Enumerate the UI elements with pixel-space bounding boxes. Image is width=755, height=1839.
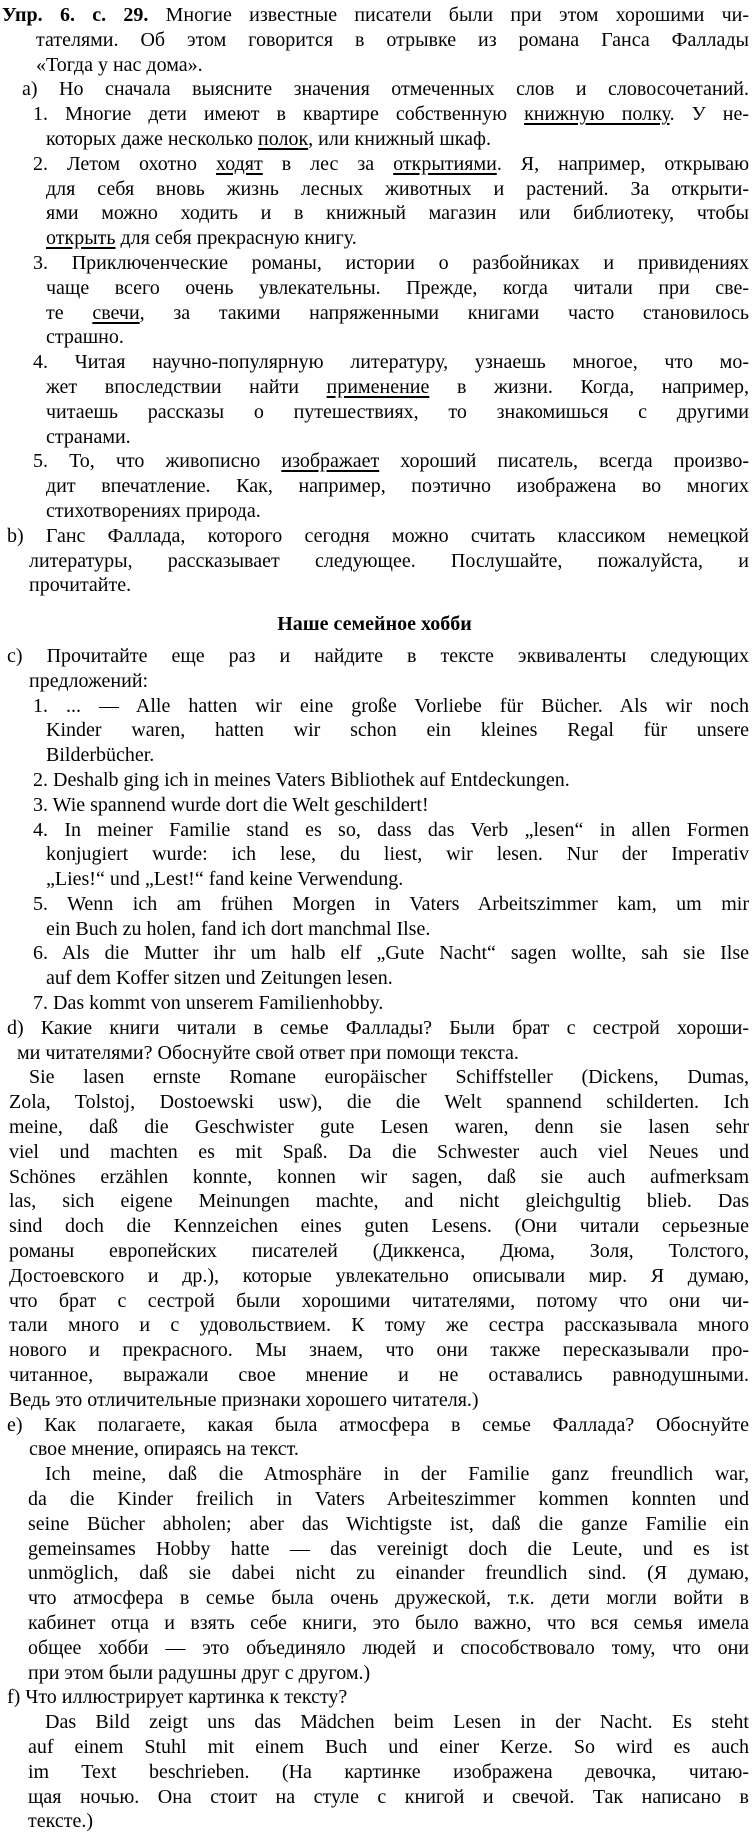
item-label: d)	[7, 1016, 41, 1039]
item-label: f)	[7, 1686, 26, 1709]
text-line: открыть для себя прекрасную книгу.	[46, 227, 357, 250]
text-line: c) Прочитайте еще раз и найдите в тексте эквиваленты следующих	[7, 644, 749, 667]
text-line: meine, daß die Geschwister gute Lesen waren, denn sie lasen sehr	[9, 1116, 749, 1139]
text-line: жет впоследствии найти применение в жизни. Когда, например,	[46, 375, 749, 398]
item-e	[0, 1413, 749, 1463]
text-line: Ich meine, daß die Atmosphäre in der Familie ganz freundlich war,	[45, 1463, 749, 1486]
text-line: романы европейских писателей (Диккенса, Дюма, Золя, Толстого,	[9, 1240, 749, 1263]
text-line: 4. In meiner Familie stand es so, dass das Verb „lesen“ in allen Formen	[33, 818, 749, 841]
text-line: что брат с сестрой были хорошими читателями, потому что они чи-	[9, 1289, 749, 1312]
text-line: дит впечатление. Как, например, поэтично изображена во многих	[46, 475, 749, 498]
text-line: e) Как полагаете, какая была атмосфера в семье Фаллада? Обоснуйте	[7, 1413, 749, 1436]
text-line: 5. Wenn ich am frühen Morgen in Vaters Arbeitszimmer kam, um mir	[33, 892, 749, 915]
item-d	[0, 1016, 749, 1066]
answer-f	[0, 1710, 749, 1834]
text-line: тали много и с удовольствием. К тому же сестра рассказывала много	[9, 1314, 749, 1337]
text-line: 5. То, что живописно изображает хороший писатель, всегда произво-	[33, 450, 750, 473]
item-label: c)	[7, 644, 47, 667]
text-line: общее хобби — это объединяло людей и способствовало тому, что они	[28, 1636, 749, 1659]
item-a	[0, 77, 749, 102]
text-line: Das Bild zeigt uns das Mädchen beim Lesen in der Nacht. Es steht	[45, 1711, 749, 1734]
item-label: 5.	[33, 892, 68, 915]
de-item-6	[0, 941, 749, 991]
text-line: konjugiert wurde: ich lese, du liest, wir lesen. Nur der Imperativ	[46, 843, 749, 866]
underlined-term: открыть	[46, 227, 116, 250]
text-line: Наше семейное хобби	[277, 613, 472, 636]
text-line: seine Bücher abholen; aber das Wichtigste ist, daß die ganze Familie ein	[28, 1512, 749, 1535]
underlined-term: применение	[326, 375, 430, 398]
text-line: 2. Летом охотно ходят в лес за открытиями. Я, например, открываю	[33, 152, 750, 175]
text-line: читанное, выражали свое мнение и не оставались равнодушными.	[9, 1364, 749, 1387]
text-line: Schönes erzählen konnte, konnen wir sagen, daß sie auch aufmerksam	[9, 1165, 749, 1188]
text-line: gemeinsames Hobby hatte — das vereinigt doch die Leute, und es ist	[28, 1537, 749, 1560]
item-label: 2.	[33, 768, 53, 791]
text-line: Ведь это отличительные признаки хорошего читателя.)	[9, 1388, 479, 1411]
text-line: a) Но сначала выясните значения отмеченных слов и словосочетаний.	[22, 78, 749, 101]
text-line: щая ночью. Она стоит на стуле с книгой и свечой. Так написано в	[28, 1785, 749, 1808]
text-line: im Text beschrieben. (На картинке изображена девочка, читаю-	[28, 1760, 749, 1783]
text-line: „Lies!“ und „Lest!“ fand keine Verwendung.	[46, 868, 404, 891]
text-line: ein Buch zu holen, fand ich dort manchmal Ilse.	[46, 917, 431, 940]
de-item-3	[0, 793, 749, 818]
hobby-heading	[0, 612, 749, 637]
item-label: a)	[22, 78, 60, 101]
text-line: Zola, Tolstoj, Dostoewski usw), die die Welt spannend schilderten. Ich	[9, 1091, 749, 1114]
underlined-term: ходят	[215, 152, 263, 175]
item-label: 5.	[33, 450, 70, 473]
item-f	[0, 1685, 749, 1710]
item-label: b)	[7, 524, 46, 547]
text-line: ями можно ходить и в книжный магазин или библиотеку, чтобы	[46, 202, 749, 225]
text-line: Kinder waren, hatten wir schon ein kleines Regal für unsere	[46, 719, 749, 742]
text-line: unmöglich, daß sie dabei nicht zu einander freundlich sind. (Я думаю,	[28, 1562, 749, 1585]
ru-item-1	[0, 102, 749, 152]
ru-item-3	[0, 251, 749, 350]
de-item-4	[0, 818, 749, 892]
text-line: f) Что иллюстрирует картинка к тексту?	[7, 1686, 348, 1709]
text-line: 3. Wie spannend wurde dort die Welt geschildert!	[33, 793, 429, 816]
text-line: литературы, рассказывает следующее. Послушайте, пожалуйста, и	[29, 549, 749, 572]
text-line: прочитайте.	[29, 574, 132, 597]
text-line: b) Ганс Фаллада, которого сегодня можно считать классиком немецкой	[7, 524, 749, 547]
item-label: e)	[7, 1413, 45, 1436]
text-line: 6. Als die Mutter ihr um halb elf „Gute Nacht“ sagen wollte, sah sie Ilse	[33, 942, 749, 965]
ru-item-5	[0, 449, 749, 523]
text-line: 1. Многие дети имеют в квартире собственную книжную полку. У не-	[33, 103, 750, 126]
text-line: для себя вновь жизнь лесных животных и растений. За открыти-	[46, 177, 749, 200]
text-line: 7. Das kommt von unserem Familienhobby.	[33, 992, 384, 1015]
de-item-1	[0, 694, 749, 768]
text-line: страшно.	[46, 326, 124, 349]
underlined-term: книжную полку	[524, 103, 670, 126]
exercise-label: Упр. 6. с. 29.	[2, 4, 166, 26]
item-label: 6.	[33, 942, 62, 965]
text-line: viel und machten es mit Spaß. Da die Schwester auch viel Neues und	[9, 1140, 749, 1163]
item-label: 4.	[33, 818, 65, 841]
answer-d	[0, 1065, 749, 1412]
text-line: свое мнение, опираясь на текст.	[29, 1438, 299, 1461]
text-line: auf einem Stuhl mit einem Buch und einer Kerze. So wird es auch	[28, 1735, 749, 1758]
text-line: 4. Читая научно-популярную литературу, узнаешь многое, что мо-	[33, 351, 750, 374]
underlined-term: открытиями	[393, 152, 497, 175]
text-line: что атмосфера в семье была очень дружеской, т.к. дети могли войти в	[28, 1587, 749, 1610]
item-c	[0, 644, 749, 694]
text-line: da die Kinder freilich in Vaters Arbeiteszimmer kommen konnten und	[28, 1488, 749, 1511]
text-line: стихотворениях природа.	[46, 499, 261, 522]
de-item-7	[0, 991, 749, 1016]
text-line: нового и прекрасного. Мы знаем, что они также пересказывали про-	[9, 1339, 749, 1362]
text-line: Упр. 6. с. 29. Многие известные писатели были при этом хорошими чи-	[2, 4, 749, 26]
text-line: 2. Deshalb ging ich in meines Vaters Bibliothek auf Entdeckungen.	[33, 768, 570, 791]
text-line: кабинет отца и взять себе книги, это было важно, что вся семья имела	[28, 1612, 749, 1634]
text-line: чаще всего очень увлекательны. Прежде, когда читали при све-	[46, 276, 749, 299]
text-line: «Тогда у нас дома».	[36, 53, 203, 76]
text-line: d) Какие книги читали в семье Фаллады? Были брат с сестрой хороши-	[7, 1016, 749, 1039]
text-line: 3. Приключенческие романы, истории о разбойниках и привидениях	[33, 251, 750, 274]
item-label: 7.	[33, 992, 53, 1015]
text-line: 1. ... — Alle hatten wir eine große Vorliebe für Bücher. Als wir noch	[33, 694, 749, 717]
item-label: 1.	[33, 103, 66, 126]
document-body	[0, 3, 749, 1834]
item-label: 4.	[33, 351, 75, 374]
text-line: auf dem Koffer sitzen und Zeitungen lesen.	[46, 967, 393, 990]
ru-item-2	[0, 152, 749, 251]
de-item-5	[0, 892, 749, 942]
text-line: ми читателями? Обоснуйте свой ответ при помощи текста.	[17, 1041, 519, 1064]
text-line: те свечи, за такими напряженными книгами часто становилось	[46, 301, 749, 324]
text-line: las, sich eigene Meinungen machte, and nicht gleichgultig blieb. Das	[9, 1190, 749, 1213]
text-line: которых даже несколько полок, или книжный шкаф.	[46, 127, 491, 150]
de-item-2	[0, 768, 749, 793]
item-label: 2.	[33, 152, 67, 175]
text-line: странами.	[46, 425, 131, 448]
text-line: тексте.)	[28, 1810, 93, 1833]
item-b	[0, 524, 749, 598]
text-line: предложений:	[29, 669, 149, 692]
answer-e	[0, 1462, 749, 1685]
text-line: sind doch die Kennzeichen eines guten Lesens. (Они читали серьезные	[9, 1215, 749, 1238]
item-label: 3.	[33, 793, 53, 816]
ru-item-4	[0, 350, 749, 449]
text-line: Sie lasen ernste Romane europäischer Schiffsteller (Dickens, Dumas,	[29, 1066, 749, 1089]
item-label: 3.	[33, 251, 72, 274]
underlined-term: полок	[258, 127, 309, 150]
text-line: при этом были радушны друг с другом.)	[28, 1661, 371, 1684]
text-line: Достоевского и др.), которые увлекательно описывали мир. Я думаю,	[9, 1264, 749, 1287]
underlined-term: изображает	[281, 450, 380, 473]
text-line: Bilderbücher.	[46, 744, 155, 767]
text-line: читаешь рассказы о путешествиях, то знакомишься с другими	[46, 400, 749, 423]
text-line: тателями. Об этом говорится в отрывке из романа Ганса Фаллады	[36, 28, 749, 51]
item-label: 1.	[33, 694, 67, 717]
underlined-term: свечи	[92, 301, 140, 324]
exercise-intro	[0, 3, 749, 77]
